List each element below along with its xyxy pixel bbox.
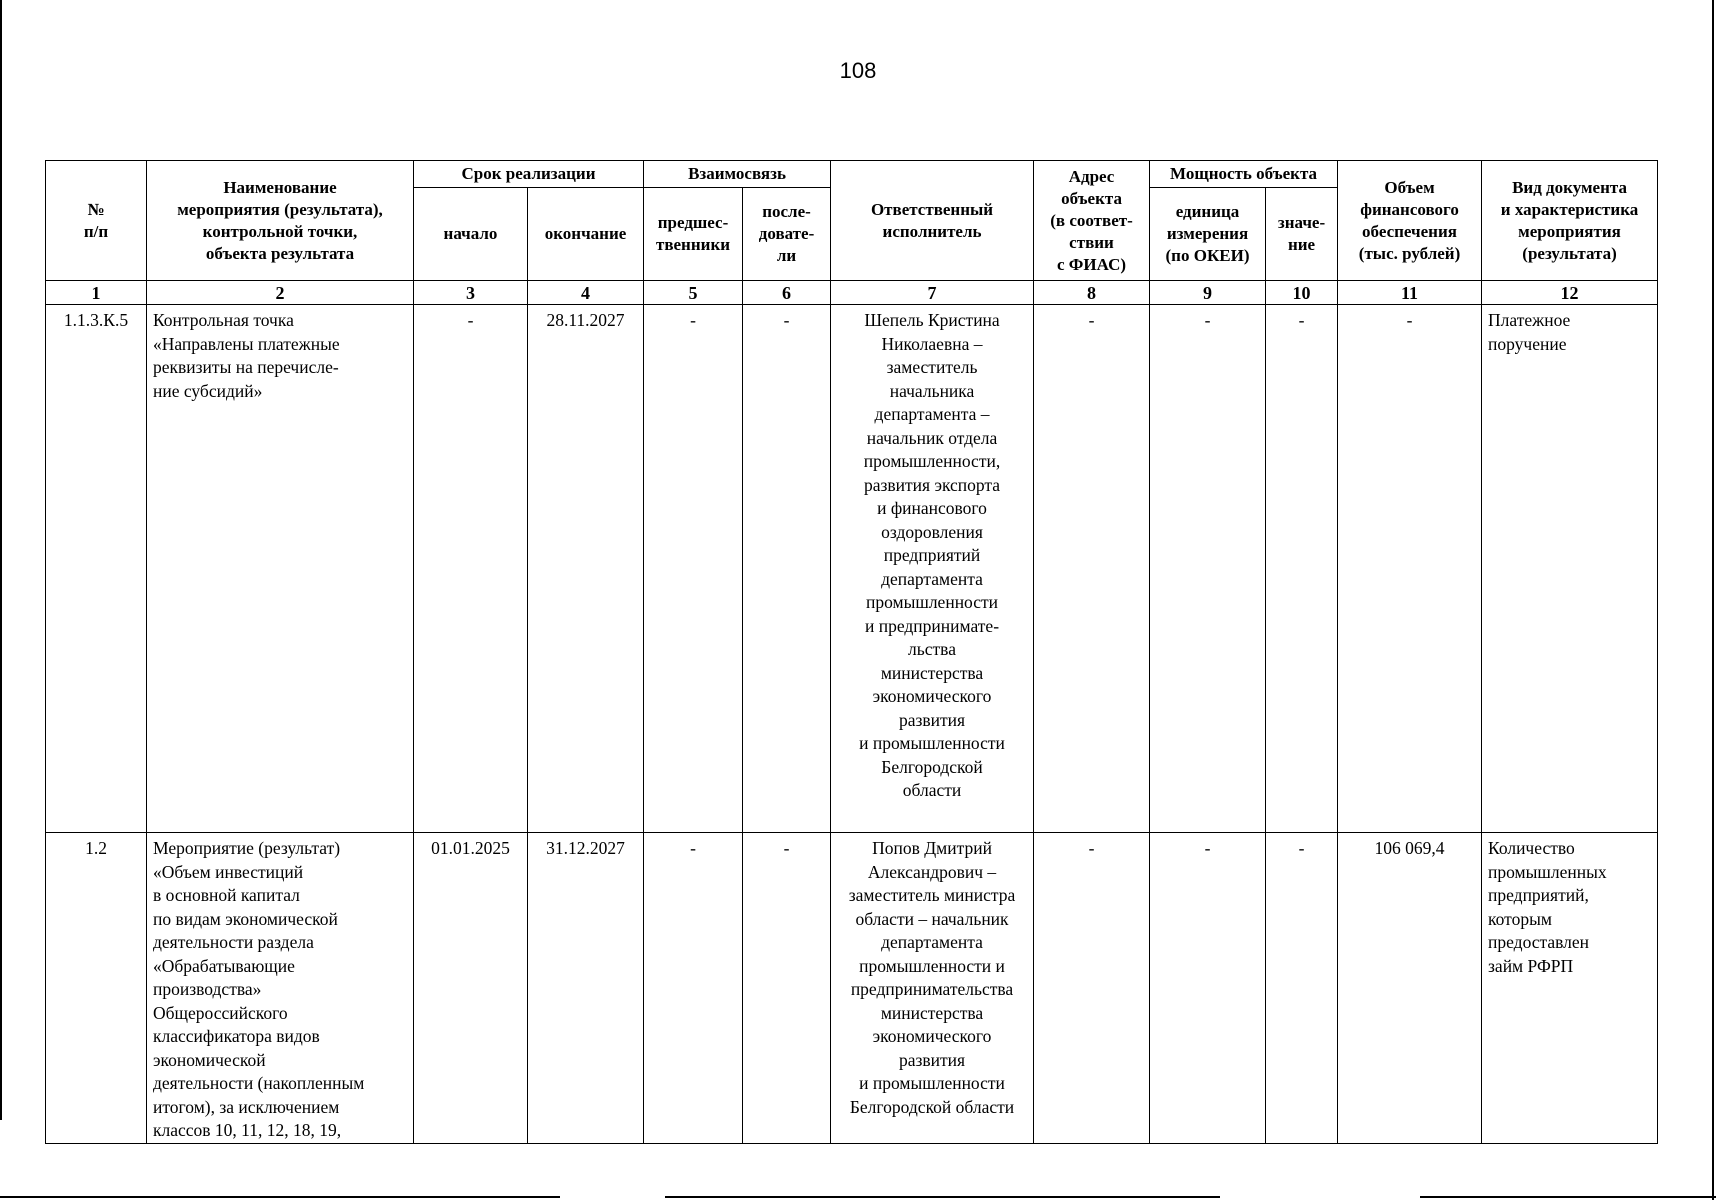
row-finance: 106 069,4 <box>1338 833 1482 1144</box>
row-start: - <box>414 305 528 833</box>
row-num: 1.2 <box>46 833 147 1144</box>
header-capacity: Мощность объекта <box>1150 161 1338 188</box>
header-term: Срок реализации <box>414 161 644 188</box>
scan-edge-left <box>0 0 2 1120</box>
row-value: - <box>1266 833 1338 1144</box>
page-number: 108 <box>839 58 877 83</box>
header-term-end: окончание <box>528 188 644 281</box>
scan-edge-bottom-3 <box>1420 1196 1716 1198</box>
scan-edge-right <box>1712 0 1714 1200</box>
row-finance: - <box>1338 305 1482 833</box>
column-number: 6 <box>743 281 831 305</box>
column-number: 9 <box>1150 281 1266 305</box>
column-number: 12 <box>1482 281 1658 305</box>
column-number: 4 <box>528 281 644 305</box>
row-value: - <box>1266 305 1338 833</box>
header-capacity-unit: единица измерения (по ОКЕИ) <box>1150 188 1266 281</box>
row-end: 31.12.2027 <box>528 833 644 1144</box>
scan-edge-bottom-2 <box>665 1196 1220 1198</box>
column-number: 5 <box>644 281 743 305</box>
row-responsible: Шепель Кристина Николаевна – заместитель начальника департамента – начальник отдела промышленности, развития экспорта и финансового оздоровления предприятий департамента промышленности и предпринимате- льства министерства экономического развития и промышленности Белгородской области <box>831 305 1034 833</box>
column-number: 11 <box>1338 281 1482 305</box>
header-responsible: Ответственный исполнитель <box>831 161 1034 281</box>
header-row-top <box>46 161 1658 188</box>
column-number: 8 <box>1034 281 1150 305</box>
column-number-row <box>46 281 1658 305</box>
header-address: Адрес объекта (в соответ- ствии с ФИАС) <box>1034 161 1150 281</box>
table-row <box>46 833 1658 1144</box>
column-number: 1 <box>46 281 147 305</box>
column-number: 7 <box>831 281 1034 305</box>
row-name: Мероприятие (результат) «Объем инвестиций в основной капитал по видам экономической деятельности раздела «Обрабатывающие производства» Общероссийского классификатора видов экономической деятельности (накопленным итогом), за исключением классов 10, 11, 12, 18, 19, <box>147 833 414 1144</box>
header-link-prev: предшес- твенники <box>644 188 743 281</box>
header-link: Взаимосвязь <box>644 161 831 188</box>
header-name: Наименование мероприятия (результата), контрольной точки, объекта результата <box>147 161 414 281</box>
header-link-next: после- довате- ли <box>743 188 831 281</box>
row-unit: - <box>1150 305 1266 833</box>
row-doc-type: Количество промышленных предприятий, которым предоставлен займ РФРП <box>1482 833 1658 1144</box>
table-row <box>46 305 1658 833</box>
column-number: 3 <box>414 281 528 305</box>
header-num: № п/п <box>46 161 147 281</box>
row-doc-type: Платежное поручение <box>1482 305 1658 833</box>
implementation-plan-table <box>45 160 1658 1144</box>
column-number: 2 <box>147 281 414 305</box>
row-name: Контрольная точка «Направлены платежные реквизиты на перечисле- ние субсидий» <box>147 305 414 833</box>
row-prev: - <box>644 305 743 833</box>
row-prev: - <box>644 833 743 1144</box>
row-address: - <box>1034 833 1150 1144</box>
header-term-start: начало <box>414 188 528 281</box>
row-start: 01.01.2025 <box>414 833 528 1144</box>
row-address: - <box>1034 305 1150 833</box>
scan-edge-bottom-1 <box>0 1196 560 1198</box>
header-finance: Объем финансового обеспечения (тыс. рублей) <box>1338 161 1482 281</box>
row-responsible: Попов Дмитрий Александрович – заместитель министра области – начальник департамента промышленности и предпринимательства министерства экономического развития и промышленности Белгородской области <box>831 833 1034 1144</box>
header-doc-type: Вид документа и характеристика мероприятия (результата) <box>1482 161 1658 281</box>
header-capacity-value: значе- ние <box>1266 188 1338 281</box>
row-end: 28.11.2027 <box>528 305 644 833</box>
row-next: - <box>743 833 831 1144</box>
column-number: 10 <box>1266 281 1338 305</box>
row-num: 1.1.3.К.5 <box>46 305 147 833</box>
row-unit: - <box>1150 833 1266 1144</box>
row-next: - <box>743 305 831 833</box>
